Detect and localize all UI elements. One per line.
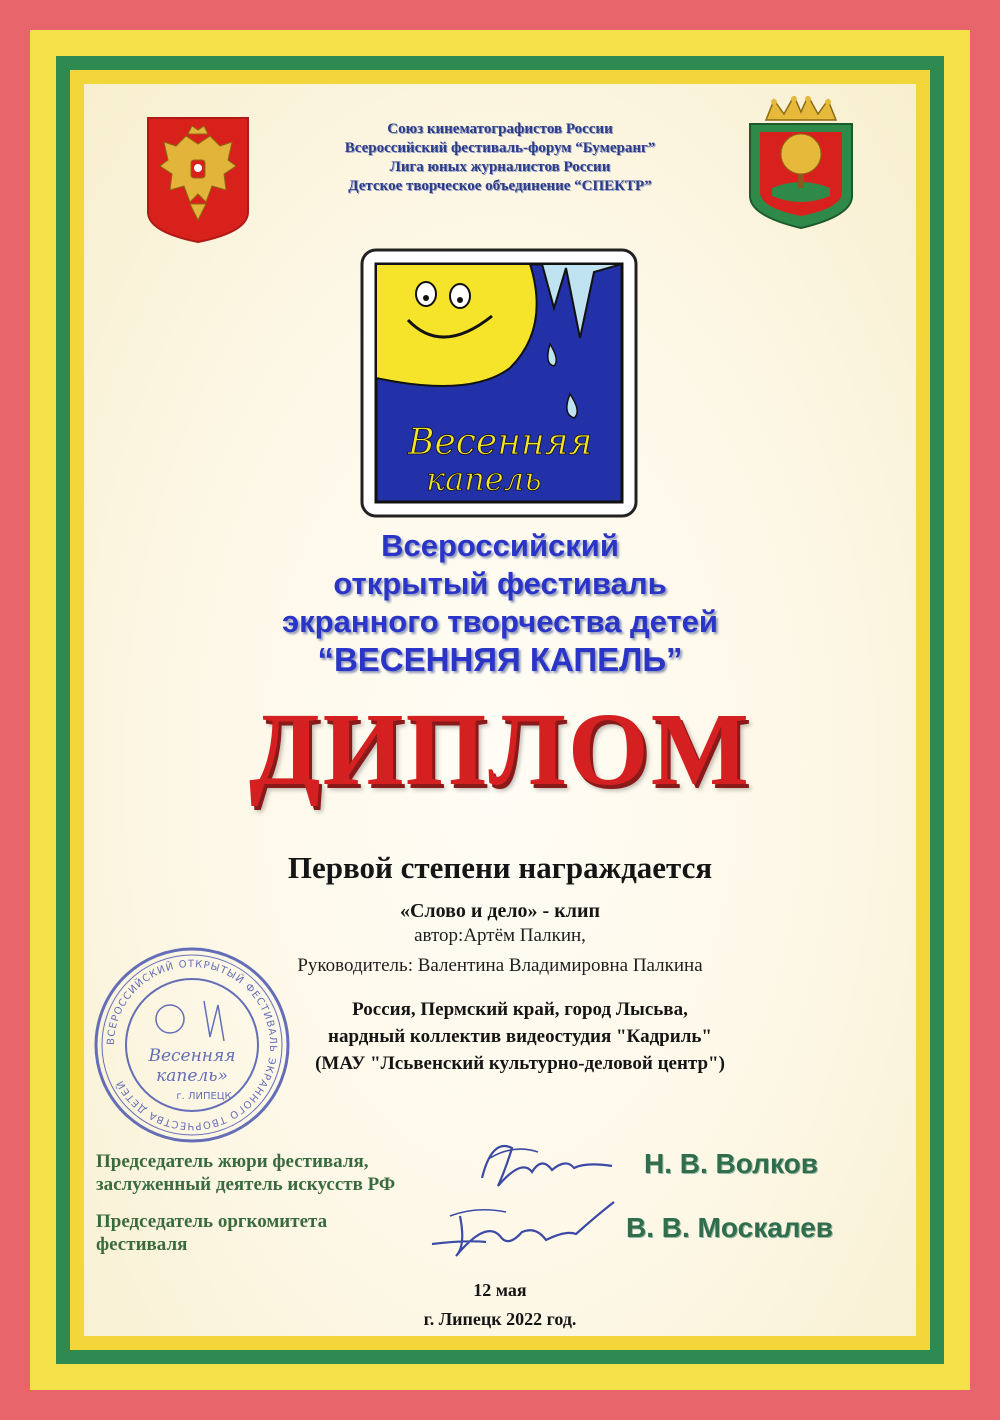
stamp-ring-textpath: ВСЕРОССИЙСКИЙ ОТКРЫТЫЙ ФЕСТИВАЛЬ ЭКРАННОГО ТВОРЧЕСТВА ДЕТЕЙ <box>105 958 279 1132</box>
festival-logo <box>360 248 638 518</box>
lipetsk-coat-of-arms-icon <box>744 96 858 230</box>
orgcommittee-chair-signature <box>426 1196 626 1266</box>
organization-line: Всероссийский фестиваль-форум “Бумеранг” <box>344 140 656 156</box>
organization-line: Детское творческое объединение “СПЕКТР” <box>348 178 652 194</box>
issue-date <box>300 1276 700 1334</box>
recipient-location <box>240 996 800 1077</box>
organization-line: Союз кинематографистов России <box>387 121 613 137</box>
jury-chair-signature <box>462 1128 622 1198</box>
festival-title-line: Всероссийский <box>381 528 619 563</box>
stamp-text-line1: Весенняя <box>148 1046 236 1066</box>
author-line: автор:Артём Палкин, <box>414 925 586 946</box>
leader-line: Руководитель: Валентина Владимировна Палкина <box>297 955 703 976</box>
logo-text-line1: Весенняя <box>408 422 593 463</box>
date-line: 12 мая <box>473 1280 527 1300</box>
location-line: (МАУ "Лсьвенский культурно-деловой центр") <box>315 1053 725 1074</box>
location-line: Россия, Пермский край, город Лысьва, <box>352 999 688 1020</box>
work-title: «Слово и дело» - клип <box>399 900 601 922</box>
signature-label-line: заслуженный деятель искусств РФ <box>96 1174 396 1195</box>
stamp-text-line2: капель» <box>156 1066 228 1086</box>
festival-name: “ВЕСЕННЯЯ КАПЕЛЬ” <box>317 641 683 678</box>
festival-title-line: экранного творчества детей <box>282 604 718 639</box>
diploma-heading: ДИПЛОМ <box>249 692 751 807</box>
jury-chair-title <box>96 1150 476 1196</box>
location-line: нардный коллектив видеостудия "Кадриль" <box>328 1026 712 1047</box>
jury-chair-name: Н. В. Волков <box>644 1148 818 1179</box>
russia-coat-of-arms-icon <box>146 116 250 244</box>
logo-text-line2: капель <box>426 460 542 498</box>
festival-title-line: открытый фестиваль <box>333 566 667 601</box>
signature-label-line: Председатель оргкомитета <box>96 1211 328 1232</box>
festival-stamp <box>92 945 292 1145</box>
city-year-line: г. Липецк 2022 год. <box>423 1309 577 1329</box>
organization-line: Лига юных журналистов России <box>389 159 611 175</box>
stamp-city: г. ЛИПЕЦК <box>176 1091 232 1102</box>
orgcommittee-chair-name: В. В. Москалев <box>626 1212 833 1243</box>
orgcommittee-chair-title <box>96 1210 426 1256</box>
signature-label-line: фестиваля <box>96 1234 188 1255</box>
organizations-header <box>250 120 750 196</box>
festival-title <box>150 527 850 679</box>
award-degree: Первой степени награждается <box>287 850 713 885</box>
signature-label-line: Председатель жюри фестиваля, <box>96 1151 369 1172</box>
